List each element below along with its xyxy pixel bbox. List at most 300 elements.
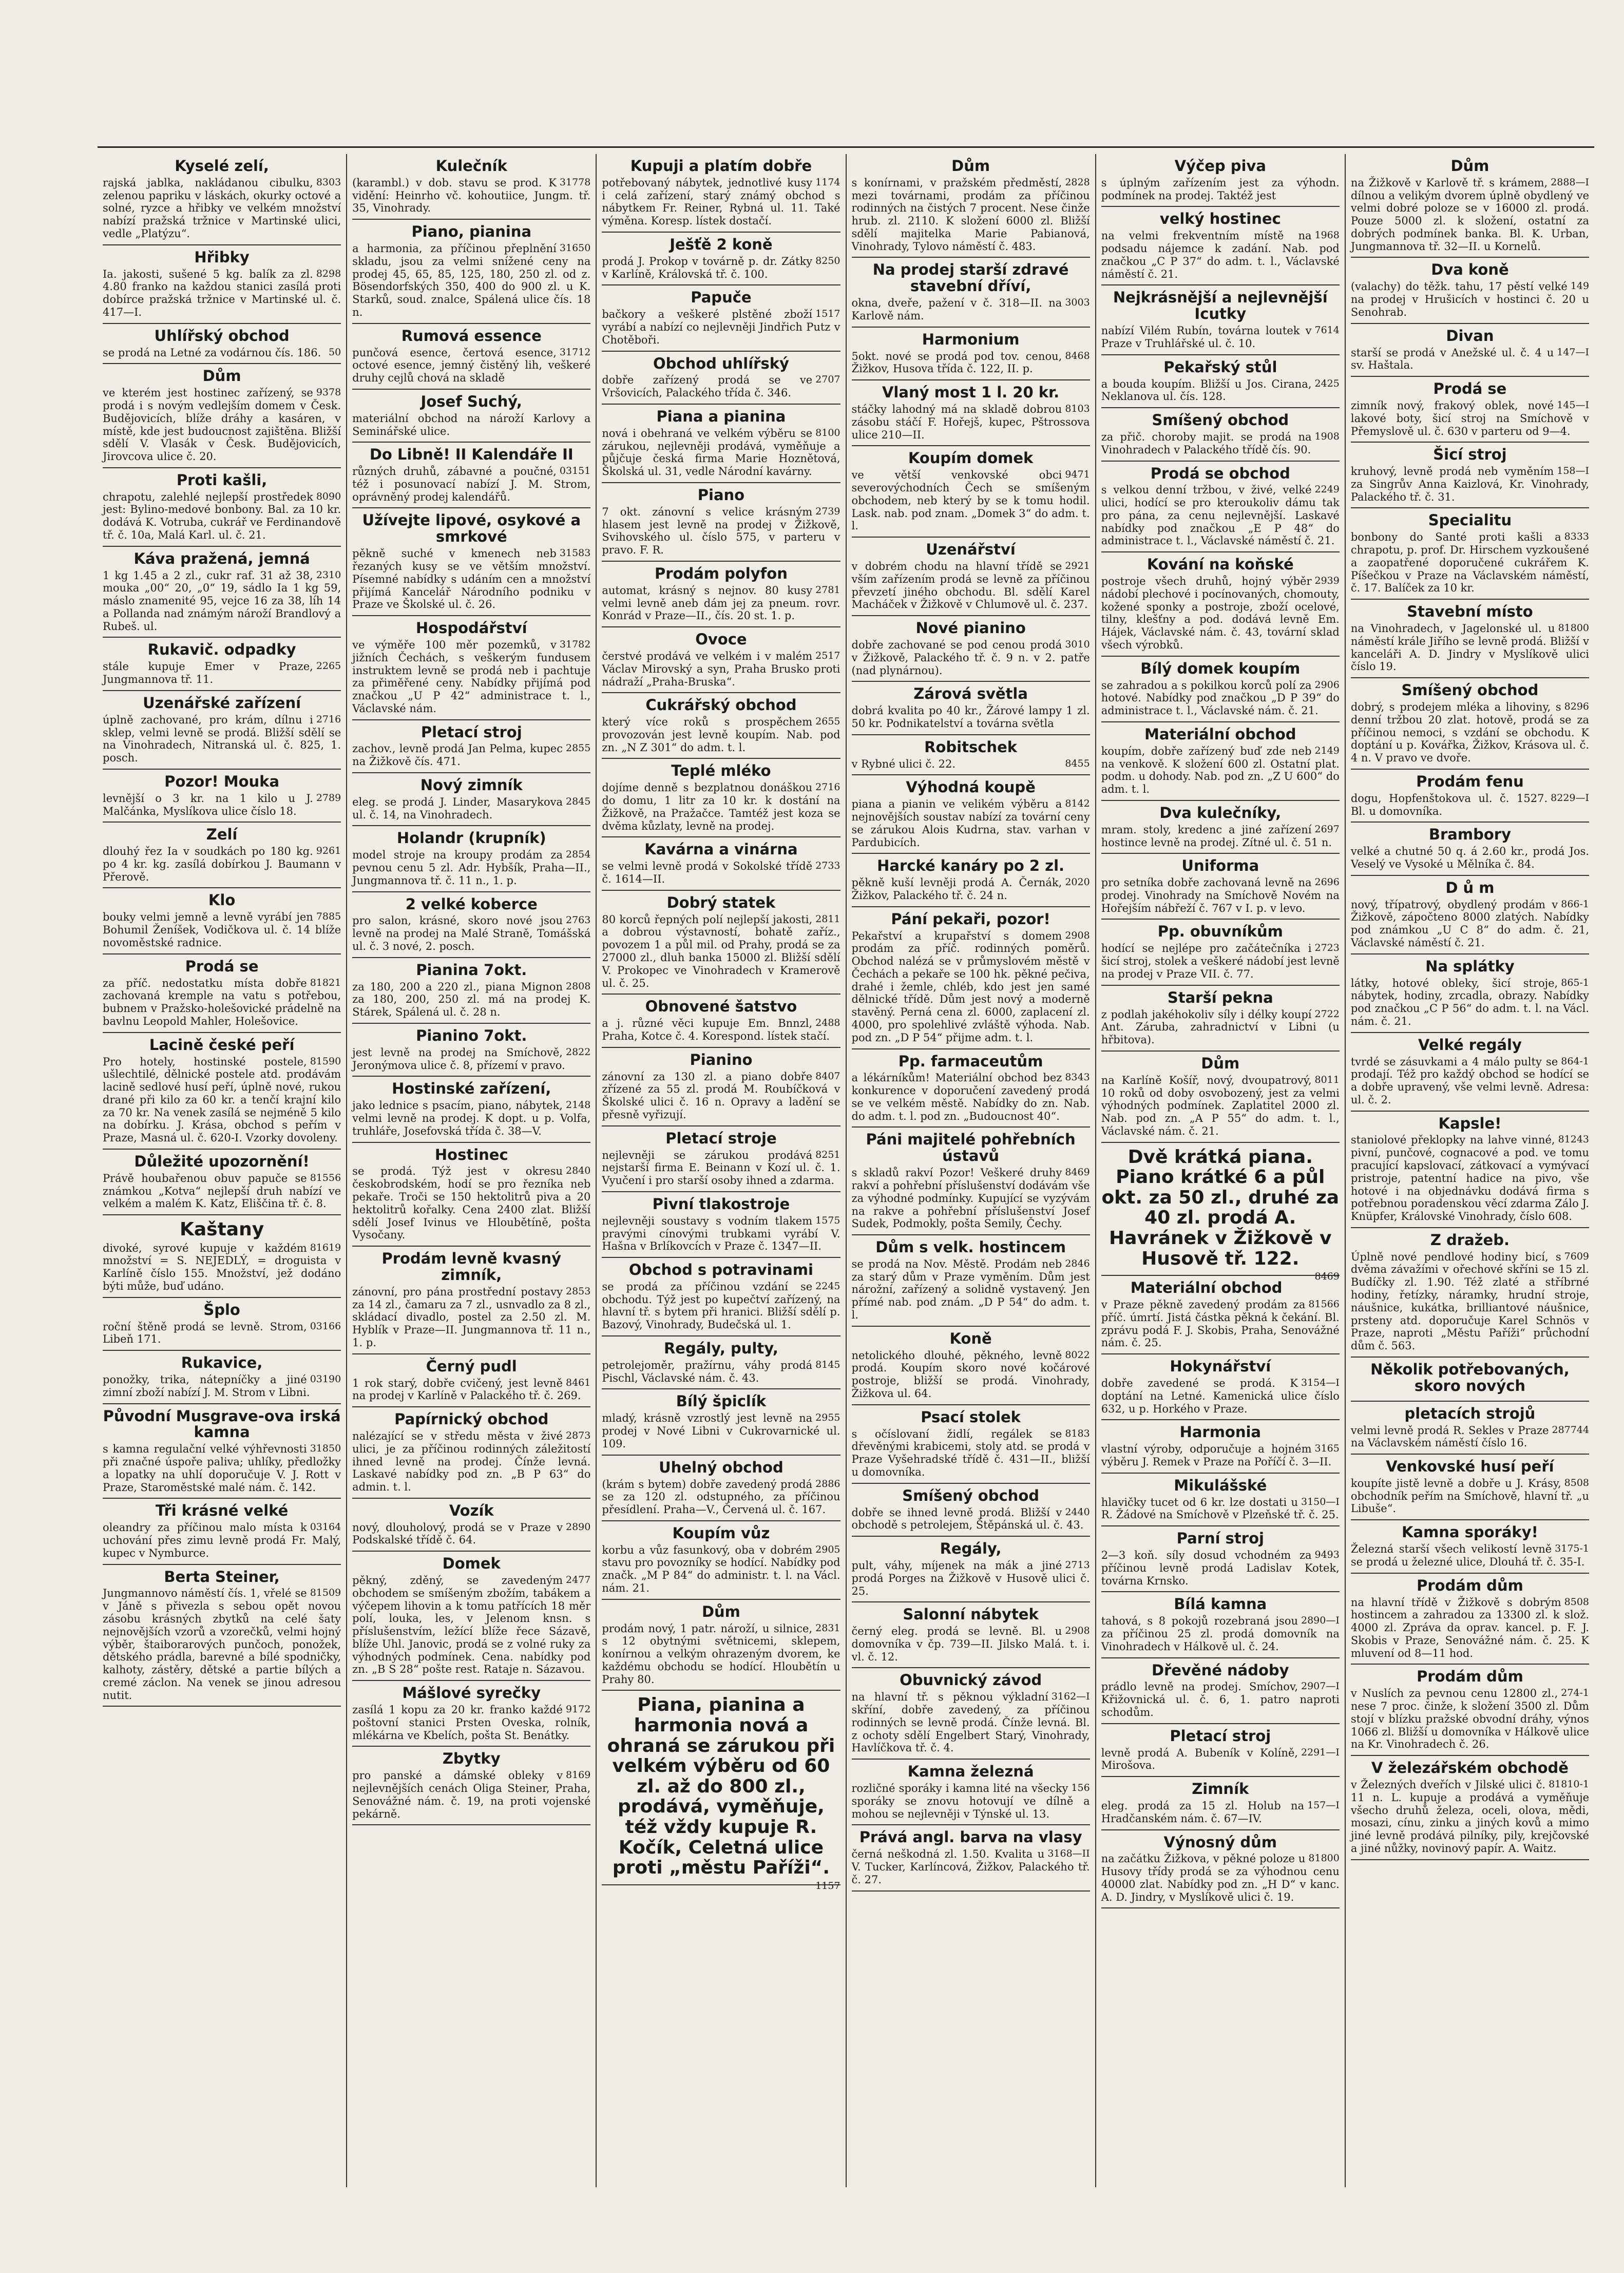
ad-number: 2722 xyxy=(1314,1008,1340,1020)
ad-text xyxy=(852,704,1090,730)
ad-text xyxy=(602,1478,840,1516)
classified-ad xyxy=(103,1565,341,1707)
ad-body-text: za 180, 200 a 220 zl., piana Mignon za 180, 200, 250 zl. má na prodej K. Stárek, Spálená ul. č. 28 n. xyxy=(352,980,591,1019)
ad-heading: Uzenářství xyxy=(926,541,1016,559)
ad-heading: Specialitu xyxy=(1428,511,1512,529)
ad-text xyxy=(1101,431,1340,456)
ad-text xyxy=(1351,280,1589,318)
ad-heading: Dům s velk. hostincem xyxy=(875,1238,1066,1256)
classified-ad xyxy=(602,1521,840,1600)
ad-number: 2908 xyxy=(1065,1625,1090,1637)
ad-number: 2890 xyxy=(565,1521,591,1533)
ad-heading: Výnosný dům xyxy=(1163,1833,1277,1851)
ad-number: 157—I xyxy=(1307,1800,1340,1811)
ad-text xyxy=(1101,1680,1340,1718)
ad-text xyxy=(352,1430,590,1494)
ad-body-text: kruhový, levně prodá neb vyměním za Singrův Anna Kaizlová, Kr. Vinohrady, Palackého tř. č. 31. xyxy=(1350,465,1590,503)
classified-ad xyxy=(1101,1830,1340,1909)
ad-body-text: hlavičky tucet od 6 kr. lze dostati u R. Žádové na Smíchově v Plzeňské tř. č. 25. xyxy=(1101,1496,1339,1521)
ad-number: 31850 xyxy=(310,1443,341,1455)
ad-text xyxy=(852,1848,1090,1886)
ad-number: 147—I xyxy=(1557,346,1590,358)
ad-body-text: chrapotu, zalehlé nejlepší prostředek jest: Bylino-medové bonbony. Bal. za 10 kr. dodává K. Votruba, cukrář ve Ferdinandově tř. č. 10a, Malá Karl. ul. č. 21. xyxy=(103,490,341,541)
ad-text xyxy=(602,716,840,754)
ad-heading: Regály, xyxy=(940,1540,1002,1558)
ad-text xyxy=(1101,942,1340,980)
ad-body-text: 5okt. nové se prodá pod tov. cenou, Žižkov, Husova třída č. 122, II. p. xyxy=(851,350,1062,375)
ad-body-text: staniolové překlopky na lahve vinné, pivní, punčové, cognacové a pod. ve tomu pracující kapslovací, zátkovací a vymývací pristroje, patentní hadice na pivo, vše hotové i na objednávku dodává firma s potřebnou poradenskou věcí zdarma Zálo J. Knüpfer, Královské Vinohrady, číslo 608. xyxy=(1350,1134,1590,1223)
ad-text xyxy=(852,469,1090,532)
ad-heading: Dům xyxy=(701,1602,740,1620)
ad-heading: Zbytky xyxy=(442,1750,501,1768)
ad-heading: Piano, pianina xyxy=(411,223,532,241)
ad-body-text: který více roků s prospěchem provozován jest levně koupím. Nab. pod zn. „N Z 301“ do adm. t. l. xyxy=(602,716,840,754)
ad-body-text: (karambl.) v dob. stavu se prod. K vidění: Heinrho vč. kohoutiice, Jungm. tř. 35, Vinohrady. xyxy=(352,176,591,215)
ad-body-text: zánovní za 130 zl. a piano dobře zřízené za 55 zl. prodá M. Roubíčková v Školské ulici č. 16 n. Opravy a ladění se přesně vyřizují. xyxy=(602,1070,840,1121)
ad-number: 2939 xyxy=(1314,575,1340,587)
ad-body-text: 80 korců řepných polí nejlepší jakosti, a dobrou výstavností, bohatě zaříz., povozem 1 a půl mil. od Prahy, prodá se za 27000 zl., dluh banka 15000 zl. Bližší sdělí V. Prokopec ve Vinohradech v Kramerově ul. č. 25. xyxy=(602,913,840,989)
classified-ad xyxy=(852,380,1090,446)
ad-heading: Smíšený obchod xyxy=(1401,681,1539,699)
ad-column-1 xyxy=(98,154,346,2187)
ad-heading: Vozík xyxy=(449,1501,494,1519)
classified-ad xyxy=(1351,258,1589,323)
ad-heading: Piana, pianina a harmonia nová a ohraná se zárukou při velkém výběru od 60 zl. až do 800 zl., prodává, vyměňuje, též vždy kupuje R. Kočík, Celetná ulice proti „městu Paříži“. xyxy=(607,1694,835,1879)
ad-heading: velký hostinec xyxy=(1159,210,1281,228)
ad-number: 145—I xyxy=(1557,399,1590,411)
ad-number: 274-1 xyxy=(1561,1687,1590,1699)
ad-body-text: ve kterém jest hostinec zařízený, se prodá i s novým vedlejším domem v Česk. Budějovicích, blíže dráhy a kasáren, v místě, kde jest budoucnost zajištěna. Bližší sdělí V. Vlasák v Česk. Budějovicích, Jirovcova ulice č. 20. xyxy=(103,387,341,463)
ad-number: 2907—I xyxy=(1301,1680,1340,1692)
classified-ad xyxy=(1101,1724,1340,1777)
ad-heading: Černý pudl xyxy=(426,1357,517,1375)
ad-body-text: se prodá za příčinou vzdání se obchodu. Týž jest po kupečtví zařízený, na hlavní tř. s bytem při hranici. Bližší sdělí p. Bazový, Vinohrady, Budečská ul. 1. xyxy=(602,1280,840,1331)
ad-number: 8333 xyxy=(1564,531,1590,543)
ad-number: 31782 xyxy=(559,638,591,650)
ad-text xyxy=(352,639,590,715)
ad-text xyxy=(103,1521,341,1559)
ad-heading: Koupím vůz xyxy=(672,1524,770,1542)
ad-text xyxy=(1101,575,1340,652)
classified-ad xyxy=(1101,920,1340,985)
classified-ad xyxy=(103,691,341,770)
ad-body-text: černý eleg. prodá se levně. Bl. u domovníka v čp. 739—II. Jilsko Malá. t. i. vl. č. 12. xyxy=(851,1625,1090,1663)
ad-body-text: nejlevněji soustavy s vodním tlakem pravými cínovými trubkami vyrábí V. Hašna v Brlíkovcích v Praze č. 1347—II. xyxy=(602,1214,840,1253)
ad-number: 8250 xyxy=(815,255,840,266)
ad-text xyxy=(602,427,840,478)
ad-number: 9471 xyxy=(1065,469,1090,481)
ad-body-text: velké a chutné 50 q. á 2.60 kr., prodá Jos. Veselý ve Vysoké u Mělníka č. 84. xyxy=(1350,845,1590,870)
ad-heading: Kamna železná xyxy=(907,1763,1034,1781)
ad-heading: Dům xyxy=(1450,157,1489,175)
classified-ad xyxy=(602,154,840,233)
ad-heading: Ovoce xyxy=(695,631,747,648)
ad-heading: Na splátky xyxy=(1425,957,1515,975)
classified-ad xyxy=(352,220,590,323)
ad-heading: Papuče xyxy=(691,289,752,307)
ad-body-text: dobrá kvalita po 40 kr., Žárové lampy 1 zl. 50 kr. Podnikatelství a továrna světla xyxy=(851,704,1090,730)
classified-ad xyxy=(602,627,840,693)
ad-body-text: se velmi levně prodá v Sokolské třídě č. 1614—II. xyxy=(602,860,813,886)
classified-ad xyxy=(1351,154,1589,258)
ad-body-text: korbu a vůz fasunkový, oba v dobrém stavu pro povozníky se hodící. Nabídky pod značk. „M P 84“ do administr. t. l. na Václ. nám. 21. xyxy=(602,1543,840,1594)
ad-number: 2955 xyxy=(815,1412,840,1424)
ad-text xyxy=(352,347,590,385)
classified-ad xyxy=(103,324,341,365)
ad-number: 8469 xyxy=(1314,1271,1340,1283)
ad-number: 81810-1 xyxy=(1549,1778,1590,1790)
classified-ad xyxy=(852,446,1090,538)
ad-text xyxy=(602,860,840,886)
ad-text xyxy=(352,1286,590,1349)
ad-body-text: dobře zavedené se prodá. K doptání na Letné. Kamenická ulice číslo 632, u p. Horkého v Praze. xyxy=(1101,1377,1340,1415)
ad-heading: Velké regály xyxy=(1418,1036,1522,1054)
ad-heading: Uzenářské zařízení xyxy=(143,694,301,712)
ad-heading: Dům xyxy=(951,157,990,175)
ad-heading: Harcké kanáry po 2 zl. xyxy=(877,857,1065,875)
classified-ad xyxy=(602,995,840,1047)
ad-number: 1157 xyxy=(815,1880,840,1892)
ad-body-text: koupíte jistě levně a dobře u J. Krásy, obchodník peřím na Smíchově, hlavní tř. „u Libuše“. xyxy=(1350,1477,1590,1515)
classified-ad xyxy=(1351,1574,1589,1665)
ad-body-text: a bouda koupím. Bližší u Jos. Cirana, Neklanova ul. čís. 128. xyxy=(1101,377,1312,403)
ad-number: 7609 xyxy=(1564,1250,1590,1262)
ad-heading: Berta Steiner, xyxy=(164,1568,280,1586)
ad-text xyxy=(852,639,1090,677)
ad-heading: Obnovené šatstvo xyxy=(645,998,797,1016)
ad-number: 1908 xyxy=(1314,431,1340,442)
classified-ad xyxy=(602,285,840,351)
ad-text xyxy=(602,781,840,832)
ad-number: 2696 xyxy=(1314,876,1340,888)
ad-text xyxy=(1351,845,1589,871)
classified-ad xyxy=(1351,876,1589,954)
ad-text xyxy=(852,403,1090,441)
ad-text xyxy=(1351,531,1589,595)
classified-ad xyxy=(103,888,341,954)
ad-heading: Pekařský stůl xyxy=(1163,358,1277,376)
ad-body-text: dobrý, s prodejem mléka a lihoviny, s denní tržbou 20 zlat. hotově, prodá se za příčinou nemoci, s vzdání se obchodu. K doptání u p. Kovářka, Žižkov, Krásova ul. č. 4 n. V pravo ve dvoře. xyxy=(1350,701,1590,765)
ad-number: 8508 xyxy=(1564,1596,1590,1608)
ad-number: 8145 xyxy=(815,1359,840,1370)
ad-number: 8090 xyxy=(316,490,341,502)
ad-heading: Původní Musgrave-ova irská kamna xyxy=(103,1407,341,1441)
ad-number: 3003 xyxy=(1065,297,1090,309)
classified-ad xyxy=(852,854,1090,907)
ad-number: 2854 xyxy=(565,849,591,861)
ad-text xyxy=(852,1506,1090,1532)
ad-number: 2310 xyxy=(316,569,341,581)
ad-heading: V železářském obchodě xyxy=(1371,1759,1569,1777)
ad-heading: Výhodná koupě xyxy=(906,778,1036,796)
ad-text xyxy=(352,465,590,503)
ad-body-text: okna, dveře, pažení v č. 318—II. na Karlově nám. xyxy=(851,297,1062,322)
ad-heading: Dům xyxy=(1201,1054,1240,1072)
classified-ad xyxy=(852,735,1090,776)
ad-heading: Proti kašli, xyxy=(176,471,268,489)
ad-body-text: na hlavní třídě v Žižkově s dobrým hostincem a zahradou za 13300 zl. k slož. 4000 zl. Zpráva da oprav. kancel. p. F. J. Skobis v Praze, Senovážné nám. č. 25. K mluvení od 8—11 hod. xyxy=(1350,1596,1590,1659)
ad-heading: Tři krásné velké xyxy=(155,1502,289,1520)
ad-body-text: hodící se nejlépe pro začátečníka i šicí stroj, stolek a veškeré nádobí jest levně na prodej v Praze VII. č. 77. xyxy=(1101,942,1340,980)
ad-text xyxy=(602,584,840,622)
classified-ad xyxy=(103,770,341,823)
ad-heading: Kupuji a platím dobře xyxy=(630,157,812,175)
ad-body-text: velmi levně prodá R. Sekles v Praze na Václavském náměstí číslo 16. xyxy=(1350,1424,1549,1449)
ad-body-text: bonbony do Santé proti kašli a chrapotu, p. prof. Dr. Hirschem vyzkoušené a zaopatřené doporučené cukrářem K. Píšečkou v Praze na Václavském náměstí, č. 17. Balíček za 10 kr. xyxy=(1350,531,1590,595)
ad-body-text: na Žižkově v Karlově tř. s krámem, dílnou a velikým dvorem úplně obydlený ve velmi dobré poloze se v 16000 zl. prodá. Pouze 5000 zl. k složení, ostatní za dobrých podmínek banka. Bl. K. Urban, Jungmannova tř. 32—II. u Kornelů. xyxy=(1350,176,1590,253)
ad-number: 2781 xyxy=(815,584,840,596)
ad-number: 3162—I xyxy=(1051,1691,1090,1703)
ad-number: 2245 xyxy=(815,1280,840,1292)
ad-heading: Kamna sporáky! xyxy=(1402,1523,1538,1541)
ad-number: 8142 xyxy=(1065,798,1090,810)
ad-heading: Mikulášské xyxy=(1174,1476,1267,1494)
ad-heading: Prodá se xyxy=(1433,380,1507,398)
classified-ad xyxy=(1101,1474,1340,1526)
ad-heading: Salonní nábytek xyxy=(903,1606,1039,1623)
ad-text xyxy=(852,1258,1090,1322)
ad-heading: Pianino xyxy=(690,1050,753,1068)
ad-heading: Zelí xyxy=(206,826,238,844)
classified-ad xyxy=(1101,154,1340,207)
ad-number: 03151 xyxy=(559,465,591,477)
ad-text xyxy=(103,1056,341,1144)
ad-text xyxy=(1101,1377,1340,1415)
ad-body-text: mladý, krásně vzrostlý jest levně na prodej v Nové Libni v Cukrovarnické ul. 109. xyxy=(602,1412,840,1450)
ad-number: 2890—I xyxy=(1301,1615,1340,1627)
ad-body-text: eleg. prodá za 15 zl. Holub na Hradčanském nám. č. 67—IV. xyxy=(1101,1800,1305,1825)
classified-ad xyxy=(352,958,590,1024)
ad-number: 8251 xyxy=(815,1149,840,1160)
ad-number: 7885 xyxy=(316,911,341,923)
ad-number: 2853 xyxy=(565,1285,591,1297)
ad-body-text: dobře zařízený prodá se ve Vršovicích, Palackého třída č. 346. xyxy=(602,374,813,399)
ad-text xyxy=(1351,1056,1589,1106)
ad-number: 3175-1 xyxy=(1555,1543,1590,1555)
ad-body-text: zachov., levně prodá Jan Pelma, kupec na Žižkově čís. 471. xyxy=(352,742,563,768)
ad-body-text: na hlavní tř. s pěknou výkladní skříní, dobře zavedený, za příčinou rodinných se levně prodá. Čínže levná. Bl. z ochoty sdělí Engelbert Starý, Vinohrady, Havlíčkova tř. č. 4. xyxy=(851,1691,1090,1754)
ad-body-text: eleg. se prodá J. Linder, Masarykova ul. č. 14, na Vinohradech. xyxy=(352,795,563,821)
ad-heading: D ů m xyxy=(1445,878,1495,896)
ad-heading: Pianino 7okt. xyxy=(416,1026,527,1044)
ad-text xyxy=(103,1587,341,1702)
classified-ad xyxy=(1351,770,1589,823)
ad-number: 2822 xyxy=(565,1046,591,1058)
ad-text xyxy=(602,177,840,227)
classified-ad xyxy=(1101,355,1340,408)
ad-body-text: dobře zachované se pod cenou prodá v Žižkově, Palackého tř. č. 9 n. v 2. patře (nad plynárnou). xyxy=(851,638,1090,677)
ad-text xyxy=(602,1149,840,1187)
ad-number: 81821 xyxy=(310,977,341,988)
ad-number: 3168—II xyxy=(1047,1848,1090,1860)
ad-text xyxy=(1101,1852,1340,1903)
classified-ad xyxy=(103,1033,341,1150)
classified-ad xyxy=(602,1048,840,1126)
ad-heading: Kyselé zelí, xyxy=(175,157,269,175)
ad-heading: Prává angl. barva na vlasy xyxy=(859,1828,1082,1846)
classified-ad xyxy=(352,826,590,892)
ad-number: 81566 xyxy=(1308,1298,1340,1310)
ad-text xyxy=(1351,899,1589,949)
ad-text xyxy=(602,650,840,688)
ad-heading: Materiální obchod xyxy=(1144,725,1296,743)
classified-ad xyxy=(1351,600,1589,678)
ad-number: 2291—I xyxy=(1301,1746,1340,1758)
classified-ad xyxy=(103,1150,341,1215)
classified-ad xyxy=(352,1143,590,1247)
ad-column-6 xyxy=(1345,154,1594,2187)
ad-body-text: na velmi frekventním místě na podsadu nájemce k zadání. Nab. pod značkou „C P 37“ do adm. t. l., Václavské náměstí č. 21. xyxy=(1101,230,1340,280)
ad-heading: Káva pražená, jemná xyxy=(133,549,310,567)
ad-heading: Ješťě 2 koně xyxy=(670,235,773,253)
ad-text xyxy=(1351,1477,1589,1515)
ad-heading: Psací stolek xyxy=(921,1408,1021,1426)
ad-body-text: a j. různé věci kupuje Em. Bnnzl, Praha, Kotce č. 4. Korespond. lístek stačí. xyxy=(602,1017,830,1042)
classified-ad xyxy=(1351,1455,1589,1520)
classified-ad xyxy=(352,1354,590,1407)
ad-heading: Bílý domek koupím xyxy=(1140,659,1301,677)
classified-ad xyxy=(1101,285,1340,355)
ad-text xyxy=(852,560,1090,611)
ad-number: 8468 xyxy=(1065,350,1090,361)
ad-heading: Rukavice, xyxy=(181,1354,263,1372)
ad-text xyxy=(852,177,1090,253)
classified-ad xyxy=(1101,1354,1340,1420)
ad-number: 2440 xyxy=(1065,1506,1090,1518)
ad-heading: Kavárna a vinárna xyxy=(644,841,798,858)
ad-body-text: úplně zachované, pro krám, dílnu i sklep, velmi levně se prodá. Bližší sdělí se na Vinohradech, Nitranská ul. č. 825, 1. posch. xyxy=(103,713,341,765)
ad-body-text: se prodá na Letné za vodárnou čís. 186. xyxy=(103,346,321,359)
ad-text xyxy=(1101,1074,1340,1138)
ad-text xyxy=(352,849,590,887)
ad-text xyxy=(352,1521,590,1547)
classified-ad xyxy=(1101,1052,1340,1143)
ad-number: 1174 xyxy=(815,176,840,188)
ad-text xyxy=(852,1782,1090,1820)
ad-body-text: vlastní výroby, odporučuje a hojném výběru J. Remek v Praze na Poříčí č. 3—II. xyxy=(1101,1443,1332,1468)
classified-ad xyxy=(1101,207,1340,285)
ad-body-text: 7 okt. zánovní s velice krásným hlasem jest levně na prodej v Žižkově, Svihovského ul. číslo 575, v parteru v pravo. F. R. xyxy=(602,505,840,557)
ad-text xyxy=(852,1349,1090,1400)
ad-text xyxy=(602,1281,840,1331)
ad-heading: Smíšený obchod xyxy=(902,1486,1040,1504)
ad-heading: Pianina 7okt. xyxy=(416,961,527,979)
ad-body-text: čerstvé prodává ve velkém i v malém Václav Mirovský a syn, Praha Brusko proti nádraží „Praha-Bruska“. xyxy=(602,650,840,688)
ad-body-text: Železná starší všech velikostí levně se prodá u železné ulice, Dlouhá tř. č. 35-I. xyxy=(1350,1543,1585,1568)
ad-heading: Dva koně xyxy=(1431,261,1509,279)
ad-text xyxy=(352,914,590,952)
ad-body-text: Ia. jakosti, sušené 5 kg. balík za zl. 4.80 franko na každou stanici zasílá proti dobírce pražská tržnice v Martinské ul. č. 417—I. xyxy=(103,268,341,318)
ad-number: 2886 xyxy=(815,1478,840,1489)
ad-number: 03190 xyxy=(310,1373,341,1385)
ad-body-text: (krám s bytem) dobře zavedený prodá se za 120 zl. odstupného, za příčinou přesídlení. Praha—V., Červená ul. č. 167. xyxy=(602,1478,840,1516)
ad-number: 8100 xyxy=(815,427,840,438)
ad-number: 2888—I xyxy=(1551,176,1590,188)
classified-ad xyxy=(1351,1402,1589,1455)
classified-ad xyxy=(1101,986,1340,1052)
ad-body-text: 1 rok starý, dobře cvičený, jest levně na prodej v Karlíně v Palackého tř. č. 269. xyxy=(352,1377,581,1402)
ad-text xyxy=(103,347,341,359)
ad-text xyxy=(1351,622,1589,673)
ad-text xyxy=(1101,1008,1340,1046)
ad-number: 3150—I xyxy=(1301,1496,1340,1507)
ad-body-text: bouky velmi jemně a levně vyrábí jen Bohumil Ženíšek, Vodičkova ul. č. 14 blíže novoměstské radnice. xyxy=(103,911,341,949)
ad-text xyxy=(103,1373,341,1399)
ad-body-text: levně prodá A. Bubeník v Kolíně, Mirošova. xyxy=(1101,1746,1298,1772)
ad-body-text: nový, třípatrový, obydlený prodám v Žižkově, zápočteno 8000 zlatých. Nabídky pod známkou „U C 8“ do adm. č. 21, Václavské náměstí č. 21. xyxy=(1350,898,1590,949)
ad-number: 2921 xyxy=(1065,560,1090,572)
ad-body-text: stáčky lahodný má na skladě dobrou zásobu stáčí F. Hořejš, kupec, Pštrossova ulice 210—II. xyxy=(851,403,1090,441)
classified-ad xyxy=(1101,552,1340,656)
ad-text xyxy=(103,177,341,240)
ad-body-text: punčová esence, čertová esence, octové esence, jemný čistěný lih, veškeré druhy cejlů chová na skladě xyxy=(352,346,591,385)
ad-heading: Na prodej starší zdravé stavební dříví, xyxy=(872,261,1069,295)
ad-heading: Materiální obchod xyxy=(1130,1279,1283,1297)
ad-number: 2148 xyxy=(565,1099,591,1111)
ad-heading: Prodám dům xyxy=(1417,1576,1523,1594)
ad-text xyxy=(1351,1251,1589,1352)
ad-body-text: mram. stoly, kredenc a jiné zařízení hostince levně na prodej. Zítné ul. č. 51 n. xyxy=(1101,823,1332,849)
ad-body-text: levnější o 3 kr. na 1 kilo u J. Malčánka, Myslíkova ulice číslo 18. xyxy=(103,792,313,817)
classified-ad xyxy=(103,245,341,324)
ad-number: 31650 xyxy=(559,242,591,254)
ad-number: 8296 xyxy=(1564,701,1590,713)
classified-ad xyxy=(852,1049,1090,1128)
classified-ad xyxy=(103,1298,341,1351)
ad-heading: Koupím domek xyxy=(908,449,1034,467)
ad-body-text: Právě houbařenou obuv papuče se známkou „Kotva“ nejlepší druh nabízí ve velkém a malém K. Katz, Eliščina tř. č. 8. xyxy=(103,1172,341,1210)
ad-body-text: a lékárníkům! Materiální obchod bez konkurence v doporučení zavedený prodá se ve velkém městě. Nabídky do zn. Nab. do adm. t. l. pod zn. „Budoucnost 40“. xyxy=(851,1072,1090,1122)
ad-heading: Kaštany xyxy=(179,1219,264,1240)
ad-text xyxy=(602,1017,840,1043)
classified-ad xyxy=(852,258,1090,327)
header-rule xyxy=(98,146,1594,148)
ad-heading: Dřevěné nádoby xyxy=(1151,1661,1289,1679)
ad-body-text: se prodá. Týž jest v okresu českobrodském, hodí se pro řezníka neb pekaře. Troči se 150 hektolitrů piva a 20 hektolitrů kořalky. Cena 2400 zlat. Bližší sdělí Josef Ivinus ve Hloubětíně, pošta Vysočany. xyxy=(352,1165,591,1241)
ad-body-text: Úplně nové pendlové hodiny bicí, s dvěma závažími v ořechové skříni se 15 zl. Budíčky zl. 1.90. Též zlaté a stříbrné hodiny, řetízky, náramky, hrudní stroje, náušnice, kukátka, brilliantové náušnice, prsteny atd. doporučuje Karel Schnös v Praze, naproti „Městu Paříži“ průchodní dům č. 563. xyxy=(1350,1250,1590,1352)
classified-ad xyxy=(1351,1033,1589,1112)
classified-ad xyxy=(352,1499,590,1552)
ad-text xyxy=(352,1099,590,1137)
classified-ad xyxy=(1351,377,1589,443)
ad-text xyxy=(602,255,840,281)
classified-ad xyxy=(852,1235,1090,1327)
ad-number: 8469 xyxy=(1065,1167,1090,1178)
ad-text xyxy=(103,1242,341,1293)
classified-ad xyxy=(852,775,1090,854)
ad-body-text: ve výměře 100 měr pozemků, v jižních Čechách, s veškerým fundusem instruktem levně se prodá neb i pachtuje za přiměřené ceny. Nabídky přijímá pod značkou „U P 42“ administrace t. l., Václavské nám. xyxy=(352,638,591,715)
ad-body-text: za přič. choroby majit. se prodá na Vinohradech v Palackého třídě čís. 90. xyxy=(1101,431,1312,456)
ad-column-3 xyxy=(596,154,845,2187)
ad-heading: Obuvnický závod xyxy=(900,1671,1042,1689)
ad-heading: Vlaný most 1 l. 20 kr. xyxy=(882,384,1060,402)
ad-body-text: dogu, Hopfenštokova ul. č. 1527. Bl. u domovníka. xyxy=(1350,792,1548,817)
ad-text xyxy=(103,268,341,319)
ad-text xyxy=(103,491,341,542)
ad-number: 8229—I xyxy=(1551,792,1590,804)
ad-text xyxy=(103,792,341,818)
ad-heading: Brambory xyxy=(1428,826,1511,844)
ad-number: 2763 xyxy=(565,914,591,926)
classified-ad xyxy=(602,1691,840,1892)
classified-ad xyxy=(1101,1526,1340,1592)
ad-body-text: koupím, dobře zařízený buď zde neb na venkově. K složení 600 zl. Ostatní plat. podm. u dohody. Nab. pod zn. „Z U 600“ do adm. t. l. xyxy=(1101,744,1340,796)
ad-heading: Papírnický obchod xyxy=(394,1410,549,1428)
ad-body-text: v Rybné ulici č. 22. xyxy=(851,757,956,770)
ad-body-text: za příč. nedostatku místa dobře zachovaná kremple na vatu s potřebou, bubnem v Pražsko-holešovické prádelně na bavlnu Leopold Mahler, Holešovice. xyxy=(103,977,341,1027)
classified-ad xyxy=(602,233,840,285)
ad-number: 50 xyxy=(328,346,341,358)
